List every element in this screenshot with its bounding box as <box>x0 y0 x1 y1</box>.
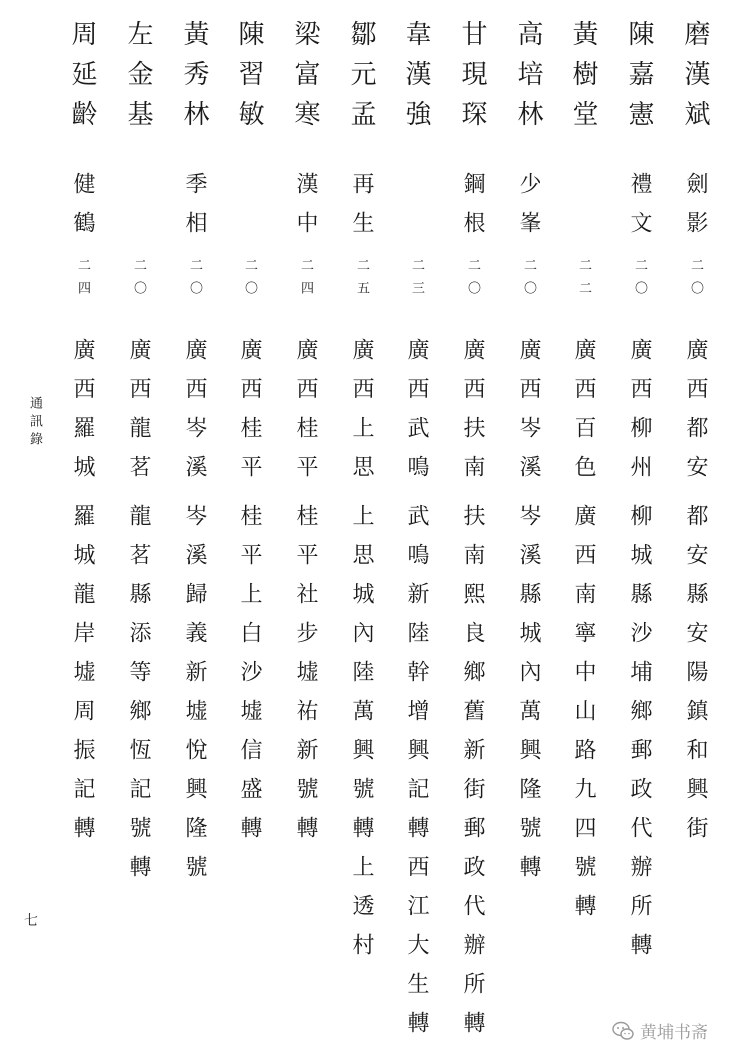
entry-5 <box>447 0 497 1063</box>
member-name: 韋漢強 <box>401 20 431 140</box>
entry-3 <box>558 0 608 1063</box>
member-name: 鄒元孟 <box>346 20 376 140</box>
mailing-address: 羅城龍岸墟周振記轉 <box>70 504 95 855</box>
courtesy-name: 鋼根 <box>460 172 485 250</box>
member-age: 二三 <box>409 258 424 304</box>
member-name: 高培林 <box>513 20 543 140</box>
native-place: 廣西桂平 <box>237 338 262 494</box>
member-name: 甘現琛 <box>457 20 487 140</box>
native-place: 廣西羅城 <box>70 338 95 494</box>
member-name: 黃樹堂 <box>568 20 598 140</box>
member-age: 二四 <box>298 258 313 304</box>
courtesy-name: 少峯 <box>516 172 541 250</box>
courtesy-name: 季相 <box>182 172 207 250</box>
member-age: 二〇 <box>242 258 257 304</box>
mailing-address: 都安縣安陽鎮和興街 <box>683 504 708 855</box>
member-name: 周延齡 <box>67 20 97 140</box>
mailing-address: 岑溪縣城內萬興隆號轉 <box>516 504 541 894</box>
mailing-address: 龍茗縣添等鄉恆記號轉 <box>126 504 151 894</box>
watermark <box>612 1018 708 1043</box>
native-place: 廣西上思 <box>349 338 374 494</box>
entry-8 <box>280 0 330 1063</box>
member-age: 二〇 <box>632 258 647 304</box>
courtesy-name: 劍影 <box>683 172 708 250</box>
sidebar-title: 通訊錄 <box>27 396 42 450</box>
mailing-address: 上思城內陸萬興號轉上透村 <box>349 504 374 972</box>
member-name: 左金基 <box>123 20 153 140</box>
chat-bubble-icon <box>612 1021 634 1041</box>
native-place: 廣西岑溪 <box>516 338 541 494</box>
native-place: 廣西百色 <box>571 338 596 494</box>
member-age: 二二 <box>576 258 591 304</box>
courtesy-name: 再生 <box>349 172 374 250</box>
member-name: 陳嘉憲 <box>624 20 654 140</box>
entry-2 <box>614 0 664 1063</box>
mailing-address: 柳城縣沙埔鄉郵政代辦所轉 <box>627 504 652 972</box>
entry-10 <box>169 0 219 1063</box>
member-age: 二〇 <box>521 258 536 304</box>
entry-9 <box>224 0 274 1063</box>
member-name: 黃秀林 <box>179 20 209 140</box>
entry-6 <box>391 0 441 1063</box>
mailing-address: 岑溪歸義新墟悅興隆號 <box>182 504 207 894</box>
mailing-address: 扶南熙良鄉舊新街郵政代辦所轉 <box>460 504 485 1050</box>
member-age: 二〇 <box>688 258 703 304</box>
mailing-address: 桂平上白沙墟信盛轉 <box>237 504 262 855</box>
entry-7 <box>336 0 386 1063</box>
native-place: 廣西岑溪 <box>182 338 207 494</box>
courtesy-name: 漢中 <box>293 172 318 250</box>
courtesy-name: 禮文 <box>627 172 652 250</box>
native-place: 廣西都安 <box>683 338 708 494</box>
native-place: 廣西柳州 <box>627 338 652 494</box>
watermark-text: 黄埔书斋 <box>640 1023 708 1043</box>
entry-1 <box>670 0 720 1063</box>
page-number: 七 <box>24 913 38 929</box>
member-name: 磨漢斌 <box>680 20 710 140</box>
native-place: 廣西扶南 <box>460 338 485 494</box>
member-age: 二五 <box>354 258 369 304</box>
member-age: 二〇 <box>465 258 480 304</box>
member-age: 二四 <box>75 258 90 304</box>
member-name: 陳習敏 <box>234 20 264 140</box>
native-place: 廣西桂平 <box>293 338 318 494</box>
courtesy-name: 健鶴 <box>70 172 95 250</box>
native-place: 廣西龍茗 <box>126 338 151 494</box>
member-age: 二〇 <box>187 258 202 304</box>
native-place: 廣西武鳴 <box>404 338 429 494</box>
entry-11 <box>113 0 163 1063</box>
entry-12 <box>57 0 107 1063</box>
mailing-address: 廣西南寧中山路九四號轉 <box>571 504 596 933</box>
mailing-address: 桂平社步墟祐新號轉 <box>293 504 318 855</box>
member-name: 梁富寒 <box>290 20 320 140</box>
mailing-address: 武鳴新陸幹增興記轉西江大生轉 <box>404 504 429 1050</box>
member-age: 二〇 <box>131 258 146 304</box>
entry-4 <box>503 0 553 1063</box>
